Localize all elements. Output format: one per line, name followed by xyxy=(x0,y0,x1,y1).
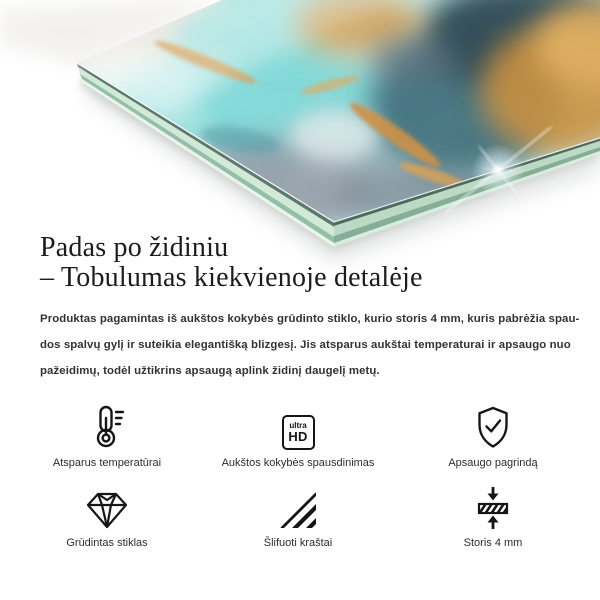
page-title-line1: Padas po židiniu xyxy=(40,232,229,263)
diamond-icon xyxy=(85,490,129,530)
ultra-hd-icon-text-bottom: HD xyxy=(288,429,308,444)
feature-print-quality xyxy=(203,402,393,470)
feature-label: Aukštos kokybės spausdinimas xyxy=(221,457,375,469)
feature-protects-base xyxy=(398,402,588,470)
feature-label: Atsparus temperatūrai xyxy=(52,457,162,469)
product-description xyxy=(40,307,579,384)
ultra-hd-icon xyxy=(282,415,315,450)
feature-label: Šlifuoti kraštai xyxy=(263,537,333,549)
feature-label: Storis 4 mm xyxy=(463,537,523,549)
polished-edges-icon xyxy=(278,490,318,530)
thickness-icon xyxy=(471,486,515,530)
feature-polished-edges xyxy=(203,486,393,550)
feature-tempered-glass xyxy=(12,486,202,550)
feature-heat-resistant xyxy=(12,402,202,470)
description-line: Produktas pagamintas iš aukštos kokybės grūdinto stiklo, kurio storis 4 mm, kuris pabrėžia spau- xyxy=(40,313,580,325)
ultra-hd-icon-text-top: ultra xyxy=(289,421,307,430)
description-line: dos spalvų gylį ir suteikia elegantišką blizgesį. Jis atsparus aukštai temperaturai ir apsaugo nuo xyxy=(40,338,571,351)
page-title xyxy=(40,233,423,293)
shield-check-icon xyxy=(473,405,513,450)
feature-label: Apsaugo pagrindą xyxy=(448,457,538,469)
feature-thickness xyxy=(398,486,588,550)
feature-label: Grūdintas stiklas xyxy=(66,537,148,549)
page-title-line2: – Tobulumas kiekvienoje detalėje xyxy=(40,262,423,293)
thermometer-icon xyxy=(87,404,127,450)
description-line: pažeidimų, todėl užtikrins apsaugą aplink židinį daugelį metų. xyxy=(40,364,380,377)
